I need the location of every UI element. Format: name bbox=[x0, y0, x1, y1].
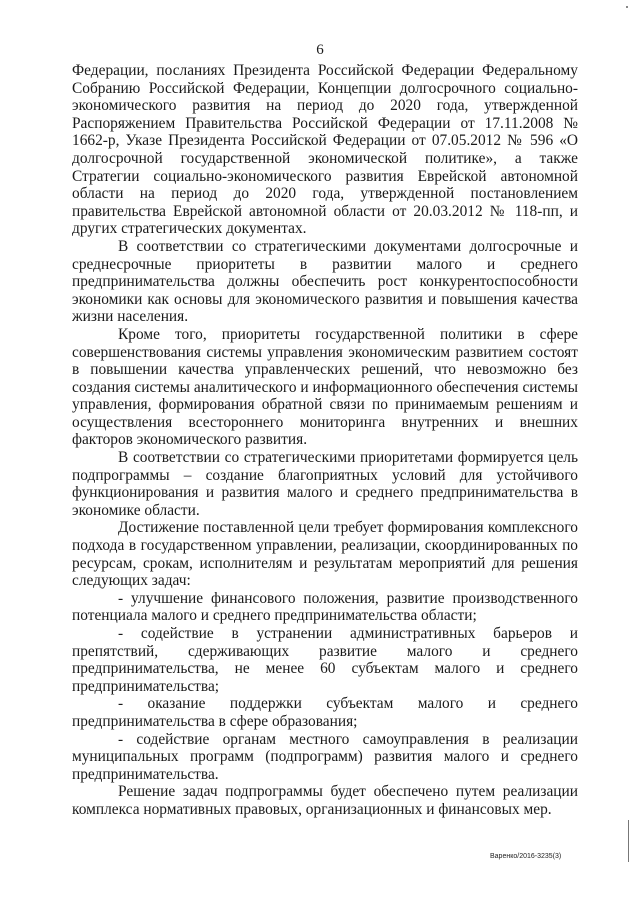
paragraph-tasks-intro: Достижение поставленной цели требует формирования комплексного подхода в государственном управлении, реализации, скоординированных по ресурсам, срокам, исполнителям и результатам мероприятий для решения следующих задач: bbox=[72, 519, 578, 590]
paragraph-priorities: В соответствии со стратегическими документами долгосрочные и среднесрочные приоритеты в развитии малого и среднего предпринимательства должны обеспечить рост конкурентоспособности экономики как основы для экономического развития и повышения качества жизни населения. bbox=[72, 237, 578, 326]
paragraph-goal: В соответствии со стратегическими приоритетами формируется цель подпрограммы – создание благоприятных условий для устойчивого функционирования и развития малого и среднего предпринимательства в экономике области. bbox=[72, 449, 578, 519]
page-number: 6 bbox=[316, 42, 324, 58]
task-item-municipal: - содействие органам местного самоуправления в реализации муниципальных программ (подпрограмм) развития малого и среднего предпринимательства. bbox=[72, 730, 578, 783]
task-item-barriers: - содействие в устранении административных барьеров и препятствий, сдерживающих развитие малого и среднего предпринимательства, не менее 60 субъектам малого и среднего предпринимательства; bbox=[72, 625, 578, 695]
scan-artifact-dot bbox=[626, 6, 628, 8]
task-item-finance: - улучшение финансового положения, развитие производственного потенциала малого и среднего предпринимательства области; bbox=[72, 589, 578, 625]
document-body bbox=[72, 62, 578, 819]
document-registration-code: Варенко/2016-3235(3) bbox=[490, 853, 562, 860]
paragraph-continuation: Федерации, посланиях Президента Российской Федерации Федеральному Собранию Российской Федерации, Концепции долгосрочного социально-экономического развития на период до 2020 года, утвержденной Распоряжением Правительства Российской Федерации от 17.11.2008 № 1662-р, Указе Президента Российской Федерации от 07.05.2012 № 596 «О долгосрочной государственной экономической политике», а также Стратегии социально-экономического развития Еврейской автономной области на период до 2020 года, утвержденной постановлением правительства Еврейской автономной области от 20.03.2012 № 118-пп, и других стратегических документах. bbox=[72, 62, 578, 238]
paragraph-solution: Решение задач подпрограммы будет обеспечено путем реализации комплекса нормативных правовых, организационных и финансовых мер. bbox=[72, 783, 578, 818]
paragraph-policy: Кроме того, приоритеты государственной политики в сфере совершенствования системы управления экономическим развитием состоят в повышении качества управленческих решений, что невозможно без создания системы аналитического и информационного обеспечения системы управления, формирования обратной связи по принимаемым решениям и осуществления всестороннего мониторинга внутренних и внешних факторов экономического развития. bbox=[72, 325, 578, 449]
task-item-education: - оказание поддержки субъектам малого и среднего предпринимательства в сфере образования; bbox=[72, 695, 578, 730]
scan-edge-mark bbox=[628, 820, 629, 862]
